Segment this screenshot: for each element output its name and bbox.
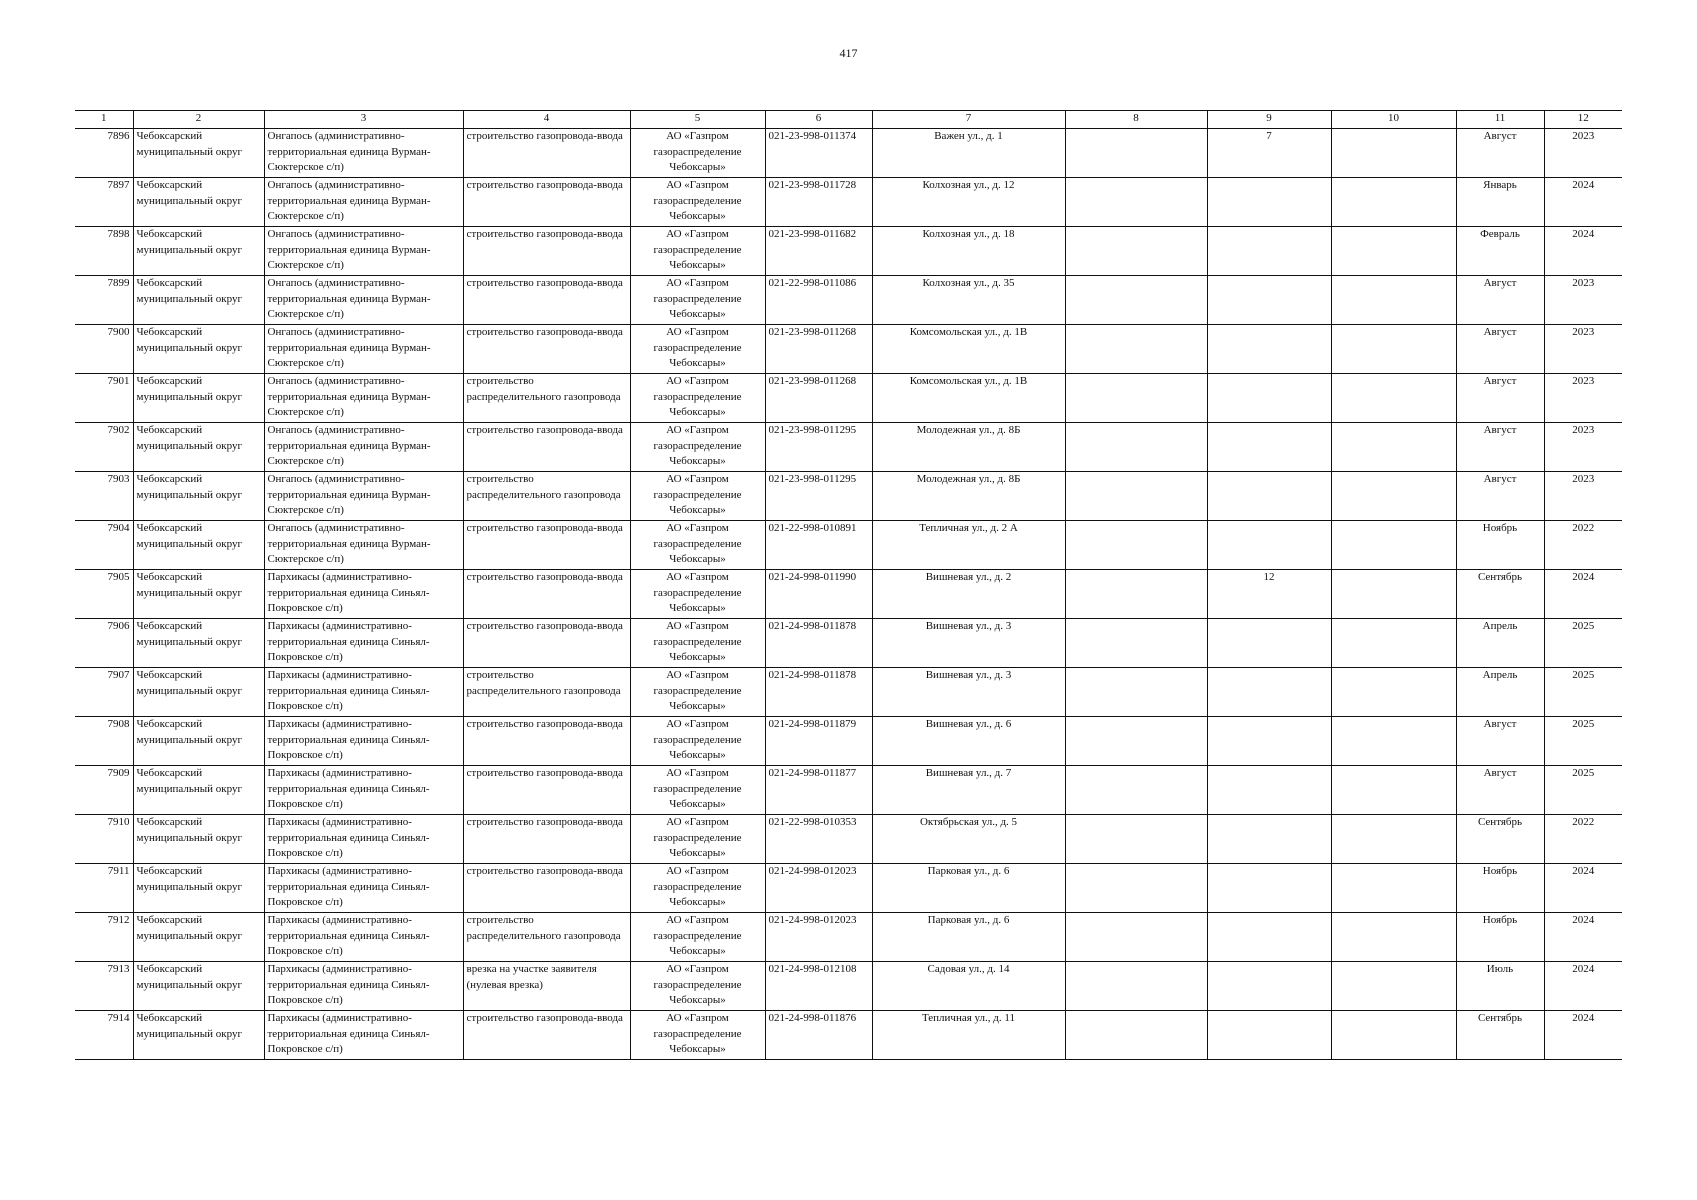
cell-year: 2022 <box>1544 521 1622 570</box>
cell-row-number: 7904 <box>75 521 133 570</box>
cell-settlement: Онгапось (административно-территориальная единица Вурман-Сюктерское с/п) <box>264 374 463 423</box>
cell-month: Февраль <box>1456 227 1544 276</box>
cell-column-10 <box>1331 423 1456 472</box>
cell-work-type: строительство газопровода-ввода <box>463 325 630 374</box>
cell-column-9 <box>1207 815 1331 864</box>
cell-organization: АО «Газпром газораспределение Чебоксары» <box>630 766 765 815</box>
cell-address: Вишневая ул., д. 6 <box>872 717 1065 766</box>
column-header-9: 9 <box>1207 111 1331 129</box>
table-row <box>75 717 1622 766</box>
cell-municipality: Чебоксарский муниципальный округ <box>133 472 264 521</box>
cell-organization: АО «Газпром газораспределение Чебоксары» <box>630 864 765 913</box>
cell-month: Ноябрь <box>1456 521 1544 570</box>
column-header-6: 6 <box>765 111 872 129</box>
cell-column-10 <box>1331 668 1456 717</box>
cell-municipality: Чебоксарский муниципальный округ <box>133 374 264 423</box>
cell-organization: АО «Газпром газораспределение Чебоксары» <box>630 570 765 619</box>
cell-work-type: строительство газопровода-ввода <box>463 717 630 766</box>
cell-organization: АО «Газпром газораспределение Чебоксары» <box>630 276 765 325</box>
cell-row-number: 7900 <box>75 325 133 374</box>
cell-row-number: 7914 <box>75 1011 133 1060</box>
cell-year: 2024 <box>1544 913 1622 962</box>
cell-organization: АО «Газпром газораспределение Чебоксары» <box>630 815 765 864</box>
table-row <box>75 864 1622 913</box>
cell-row-number: 7902 <box>75 423 133 472</box>
column-header-11: 11 <box>1456 111 1544 129</box>
cell-column-9 <box>1207 864 1331 913</box>
cell-settlement: Пархикасы (административно-территориальная единица Синьял-Покровское с/п) <box>264 570 463 619</box>
cell-municipality: Чебоксарский муниципальный округ <box>133 423 264 472</box>
cell-settlement: Онгапось (административно-территориальная единица Вурман-Сюктерское с/п) <box>264 276 463 325</box>
page-number: 417 <box>839 46 858 60</box>
table-row <box>75 619 1622 668</box>
cell-column-10 <box>1331 619 1456 668</box>
cell-column-8 <box>1065 472 1207 521</box>
cell-municipality: Чебоксарский муниципальный округ <box>133 276 264 325</box>
cell-municipality: Чебоксарский муниципальный округ <box>133 815 264 864</box>
cell-column-8 <box>1065 276 1207 325</box>
cell-application-number: 021-24-998-012108 <box>765 962 872 1011</box>
cell-column-10 <box>1331 325 1456 374</box>
cell-application-number: 021-23-998-011295 <box>765 472 872 521</box>
cell-settlement: Пархикасы (административно-территориальная единица Синьял-Покровское с/п) <box>264 766 463 815</box>
cell-address: Колхозная ул., д. 12 <box>872 178 1065 227</box>
cell-address: Вишневая ул., д. 7 <box>872 766 1065 815</box>
cell-month: Август <box>1456 374 1544 423</box>
cell-column-8 <box>1065 619 1207 668</box>
cell-year: 2023 <box>1544 423 1622 472</box>
cell-municipality: Чебоксарский муниципальный округ <box>133 864 264 913</box>
cell-row-number: 7896 <box>75 129 133 178</box>
cell-address: Важен ул., д. 1 <box>872 129 1065 178</box>
cell-column-10 <box>1331 129 1456 178</box>
cell-row-number: 7897 <box>75 178 133 227</box>
cell-month: Апрель <box>1456 619 1544 668</box>
cell-month: Август <box>1456 766 1544 815</box>
column-header-7: 7 <box>872 111 1065 129</box>
cell-organization: АО «Газпром газораспределение Чебоксары» <box>630 472 765 521</box>
cell-month: Ноябрь <box>1456 913 1544 962</box>
cell-column-9 <box>1207 325 1331 374</box>
cell-column-8 <box>1065 766 1207 815</box>
cell-column-8 <box>1065 815 1207 864</box>
cell-year: 2024 <box>1544 864 1622 913</box>
cell-application-number: 021-24-998-012023 <box>765 913 872 962</box>
cell-work-type: строительство распределительного газопровода <box>463 913 630 962</box>
table-row <box>75 913 1622 962</box>
cell-address: Вишневая ул., д. 2 <box>872 570 1065 619</box>
cell-month: Январь <box>1456 178 1544 227</box>
cell-work-type: строительство газопровода-ввода <box>463 815 630 864</box>
cell-row-number: 7905 <box>75 570 133 619</box>
cell-application-number: 021-24-998-011876 <box>765 1011 872 1060</box>
cell-month: Август <box>1456 325 1544 374</box>
cell-settlement: Онгапось (административно-территориальная единица Вурман-Сюктерское с/п) <box>264 521 463 570</box>
cell-month: Сентябрь <box>1456 570 1544 619</box>
table-row <box>75 668 1622 717</box>
cell-column-8 <box>1065 570 1207 619</box>
cell-application-number: 021-24-998-011879 <box>765 717 872 766</box>
cell-row-number: 7912 <box>75 913 133 962</box>
cell-organization: АО «Газпром газораспределение Чебоксары» <box>630 717 765 766</box>
cell-column-10 <box>1331 472 1456 521</box>
cell-month: Апрель <box>1456 668 1544 717</box>
cell-column-10 <box>1331 178 1456 227</box>
cell-column-10 <box>1331 864 1456 913</box>
cell-organization: АО «Газпром газораспределение Чебоксары» <box>630 129 765 178</box>
cell-settlement: Онгапось (административно-территориальная единица Вурман-Сюктерское с/п) <box>264 325 463 374</box>
cell-column-10 <box>1331 521 1456 570</box>
cell-column-10 <box>1331 913 1456 962</box>
cell-year: 2023 <box>1544 374 1622 423</box>
cell-column-8 <box>1065 717 1207 766</box>
cell-organization: АО «Газпром газораспределение Чебоксары» <box>630 619 765 668</box>
cell-column-9 <box>1207 766 1331 815</box>
cell-application-number: 021-23-998-011268 <box>765 374 872 423</box>
cell-year: 2023 <box>1544 472 1622 521</box>
cell-work-type: строительство газопровода-ввода <box>463 129 630 178</box>
cell-column-9 <box>1207 717 1331 766</box>
column-header-1: 1 <box>75 111 133 129</box>
table-row <box>75 962 1622 1011</box>
cell-organization: АО «Газпром газораспределение Чебоксары» <box>630 423 765 472</box>
cell-column-8 <box>1065 668 1207 717</box>
table-row <box>75 276 1622 325</box>
cell-column-9: 12 <box>1207 570 1331 619</box>
cell-year: 2024 <box>1544 1011 1622 1060</box>
cell-month: Август <box>1456 423 1544 472</box>
column-header-5: 5 <box>630 111 765 129</box>
column-header-12: 12 <box>1544 111 1622 129</box>
cell-organization: АО «Газпром газораспределение Чебоксары» <box>630 668 765 717</box>
cell-application-number: 021-23-998-011682 <box>765 227 872 276</box>
cell-month: Август <box>1456 129 1544 178</box>
cell-column-8 <box>1065 864 1207 913</box>
cell-year: 2025 <box>1544 619 1622 668</box>
cell-organization: АО «Газпром газораспределение Чебоксары» <box>630 325 765 374</box>
cell-application-number: 021-23-998-011728 <box>765 178 872 227</box>
cell-municipality: Чебоксарский муниципальный округ <box>133 129 264 178</box>
cell-row-number: 7908 <box>75 717 133 766</box>
cell-year: 2024 <box>1544 178 1622 227</box>
cell-municipality: Чебоксарский муниципальный округ <box>133 178 264 227</box>
cell-column-8 <box>1065 129 1207 178</box>
cell-row-number: 7911 <box>75 864 133 913</box>
cell-application-number: 021-24-998-011878 <box>765 619 872 668</box>
cell-settlement: Пархикасы (административно-территориальная единица Синьял-Покровское с/п) <box>264 864 463 913</box>
cell-address: Молодежная ул., д. 8Б <box>872 472 1065 521</box>
cell-column-10 <box>1331 962 1456 1011</box>
gasification-table <box>75 110 1622 1060</box>
cell-work-type: врезка на участке заявителя (нулевая врезка) <box>463 962 630 1011</box>
cell-work-type: строительство газопровода-ввода <box>463 619 630 668</box>
cell-address: Колхозная ул., д. 35 <box>872 276 1065 325</box>
cell-column-9 <box>1207 521 1331 570</box>
cell-year: 2024 <box>1544 962 1622 1011</box>
cell-settlement: Пархикасы (административно-территориальная единица Синьял-Покровское с/п) <box>264 962 463 1011</box>
cell-organization: АО «Газпром газораспределение Чебоксары» <box>630 227 765 276</box>
cell-application-number: 021-22-998-010891 <box>765 521 872 570</box>
cell-year: 2023 <box>1544 325 1622 374</box>
cell-application-number: 021-24-998-011877 <box>765 766 872 815</box>
cell-municipality: Чебоксарский муниципальный округ <box>133 668 264 717</box>
cell-work-type: строительство газопровода-ввода <box>463 864 630 913</box>
cell-municipality: Чебоксарский муниципальный округ <box>133 227 264 276</box>
cell-work-type: строительство газопровода-ввода <box>463 178 630 227</box>
cell-address: Комсомольская ул., д. 1В <box>872 325 1065 374</box>
cell-column-8 <box>1065 913 1207 962</box>
table-row <box>75 374 1622 423</box>
column-header-8: 8 <box>1065 111 1207 129</box>
cell-address: Вишневая ул., д. 3 <box>872 619 1065 668</box>
cell-column-10 <box>1331 766 1456 815</box>
cell-year: 2025 <box>1544 717 1622 766</box>
cell-column-9: 7 <box>1207 129 1331 178</box>
table-row <box>75 423 1622 472</box>
cell-row-number: 7899 <box>75 276 133 325</box>
cell-address: Садовая ул., д. 14 <box>872 962 1065 1011</box>
cell-column-10 <box>1331 815 1456 864</box>
column-header-10: 10 <box>1331 111 1456 129</box>
cell-year: 2022 <box>1544 815 1622 864</box>
table-row <box>75 1011 1622 1060</box>
cell-column-8 <box>1065 423 1207 472</box>
cell-municipality: Чебоксарский муниципальный округ <box>133 962 264 1011</box>
cell-address: Тепличная ул., д. 2 А <box>872 521 1065 570</box>
cell-row-number: 7910 <box>75 815 133 864</box>
cell-work-type: строительство газопровода-ввода <box>463 423 630 472</box>
cell-column-8 <box>1065 374 1207 423</box>
cell-column-9 <box>1207 227 1331 276</box>
cell-column-10 <box>1331 1011 1456 1060</box>
cell-column-9 <box>1207 423 1331 472</box>
cell-column-8 <box>1065 1011 1207 1060</box>
cell-organization: АО «Газпром газораспределение Чебоксары» <box>630 521 765 570</box>
cell-address: Парковая ул., д. 6 <box>872 864 1065 913</box>
cell-month: Сентябрь <box>1456 815 1544 864</box>
cell-work-type: строительство распределительного газопровода <box>463 374 630 423</box>
cell-settlement: Онгапось (административно-территориальная единица Вурман-Сюктерское с/п) <box>264 129 463 178</box>
cell-settlement: Пархикасы (административно-территориальная единица Синьял-Покровское с/п) <box>264 619 463 668</box>
cell-column-10 <box>1331 717 1456 766</box>
header-row <box>75 111 1622 129</box>
table-row <box>75 472 1622 521</box>
cell-application-number: 021-22-998-011086 <box>765 276 872 325</box>
table-row <box>75 325 1622 374</box>
cell-month: Ноябрь <box>1456 864 1544 913</box>
cell-column-9 <box>1207 962 1331 1011</box>
cell-organization: АО «Газпром газораспределение Чебоксары» <box>630 178 765 227</box>
cell-address: Октябрьская ул., д. 5 <box>872 815 1065 864</box>
cell-row-number: 7906 <box>75 619 133 668</box>
cell-year: 2024 <box>1544 227 1622 276</box>
cell-address: Вишневая ул., д. 3 <box>872 668 1065 717</box>
table-row <box>75 521 1622 570</box>
cell-municipality: Чебоксарский муниципальный округ <box>133 717 264 766</box>
cell-month: Сентябрь <box>1456 1011 1544 1060</box>
cell-application-number: 021-23-998-011374 <box>765 129 872 178</box>
table-row <box>75 815 1622 864</box>
cell-row-number: 7901 <box>75 374 133 423</box>
column-header-3: 3 <box>264 111 463 129</box>
table-body <box>75 129 1622 1060</box>
cell-row-number: 7913 <box>75 962 133 1011</box>
table-row <box>75 227 1622 276</box>
cell-row-number: 7909 <box>75 766 133 815</box>
cell-work-type: строительство распределительного газопровода <box>463 472 630 521</box>
cell-settlement: Пархикасы (административно-территориальная единица Синьял-Покровское с/п) <box>264 668 463 717</box>
cell-address: Комсомольская ул., д. 1В <box>872 374 1065 423</box>
cell-year: 2025 <box>1544 766 1622 815</box>
cell-settlement: Пархикасы (административно-территориальная единица Синьял-Покровское с/п) <box>264 815 463 864</box>
cell-column-8 <box>1065 178 1207 227</box>
cell-column-10 <box>1331 570 1456 619</box>
cell-municipality: Чебоксарский муниципальный округ <box>133 766 264 815</box>
cell-settlement: Пархикасы (административно-территориальная единица Синьял-Покровское с/п) <box>264 1011 463 1060</box>
cell-row-number: 7898 <box>75 227 133 276</box>
cell-address: Парковая ул., д. 6 <box>872 913 1065 962</box>
cell-application-number: 021-24-998-012023 <box>765 864 872 913</box>
cell-settlement: Онгапось (административно-территориальная единица Вурман-Сюктерское с/п) <box>264 227 463 276</box>
cell-work-type: строительство распределительного газопровода <box>463 668 630 717</box>
cell-application-number: 021-24-998-011990 <box>765 570 872 619</box>
cell-row-number: 7907 <box>75 668 133 717</box>
cell-column-9 <box>1207 178 1331 227</box>
cell-month: Июль <box>1456 962 1544 1011</box>
cell-municipality: Чебоксарский муниципальный округ <box>133 913 264 962</box>
cell-column-9 <box>1207 374 1331 423</box>
table-row <box>75 129 1622 178</box>
table-row <box>75 766 1622 815</box>
cell-municipality: Чебоксарский муниципальный округ <box>133 521 264 570</box>
cell-column-8 <box>1065 962 1207 1011</box>
cell-organization: АО «Газпром газораспределение Чебоксары» <box>630 962 765 1011</box>
cell-settlement: Пархикасы (административно-территориальная единица Синьял-Покровское с/п) <box>264 913 463 962</box>
cell-work-type: строительство газопровода-ввода <box>463 227 630 276</box>
cell-settlement: Онгапось (административно-территориальная единица Вурман-Сюктерское с/п) <box>264 472 463 521</box>
cell-application-number: 021-22-998-010353 <box>765 815 872 864</box>
column-header-4: 4 <box>463 111 630 129</box>
cell-work-type: строительство газопровода-ввода <box>463 766 630 815</box>
cell-application-number: 021-23-998-011295 <box>765 423 872 472</box>
cell-organization: АО «Газпром газораспределение Чебоксары» <box>630 913 765 962</box>
cell-municipality: Чебоксарский муниципальный округ <box>133 570 264 619</box>
cell-column-9 <box>1207 276 1331 325</box>
cell-column-10 <box>1331 276 1456 325</box>
cell-work-type: строительство газопровода-ввода <box>463 1011 630 1060</box>
cell-column-9 <box>1207 913 1331 962</box>
cell-address: Колхозная ул., д. 18 <box>872 227 1065 276</box>
cell-column-8 <box>1065 227 1207 276</box>
cell-column-9 <box>1207 668 1331 717</box>
cell-column-8 <box>1065 325 1207 374</box>
cell-municipality: Чебоксарский муниципальный округ <box>133 1011 264 1060</box>
cell-month: Август <box>1456 717 1544 766</box>
cell-work-type: строительство газопровода-ввода <box>463 521 630 570</box>
cell-column-9 <box>1207 472 1331 521</box>
cell-year: 2023 <box>1544 276 1622 325</box>
cell-year: 2024 <box>1544 570 1622 619</box>
cell-settlement: Онгапось (административно-территориальная единица Вурман-Сюктерское с/п) <box>264 423 463 472</box>
cell-organization: АО «Газпром газораспределение Чебоксары» <box>630 1011 765 1060</box>
cell-application-number: 021-23-998-011268 <box>765 325 872 374</box>
cell-municipality: Чебоксарский муниципальный округ <box>133 325 264 374</box>
cell-column-10 <box>1331 227 1456 276</box>
cell-month: Август <box>1456 276 1544 325</box>
cell-municipality: Чебоксарский муниципальный округ <box>133 619 264 668</box>
cell-work-type: строительство газопровода-ввода <box>463 276 630 325</box>
table-row <box>75 570 1622 619</box>
cell-row-number: 7903 <box>75 472 133 521</box>
cell-column-8 <box>1065 521 1207 570</box>
cell-year: 2025 <box>1544 668 1622 717</box>
cell-year: 2023 <box>1544 129 1622 178</box>
cell-column-10 <box>1331 374 1456 423</box>
cell-settlement: Пархикасы (административно-территориальная единица Синьял-Покровское с/п) <box>264 717 463 766</box>
cell-organization: АО «Газпром газораспределение Чебоксары» <box>630 374 765 423</box>
cell-address: Молодежная ул., д. 8Б <box>872 423 1065 472</box>
cell-column-9 <box>1207 1011 1331 1060</box>
cell-settlement: Онгапось (административно-территориальная единица Вурман-Сюктерское с/п) <box>264 178 463 227</box>
cell-month: Август <box>1456 472 1544 521</box>
cell-work-type: строительство газопровода-ввода <box>463 570 630 619</box>
column-header-2: 2 <box>133 111 264 129</box>
cell-column-9 <box>1207 619 1331 668</box>
cell-address: Тепличная ул., д. 11 <box>872 1011 1065 1060</box>
cell-application-number: 021-24-998-011878 <box>765 668 872 717</box>
table-row <box>75 178 1622 227</box>
